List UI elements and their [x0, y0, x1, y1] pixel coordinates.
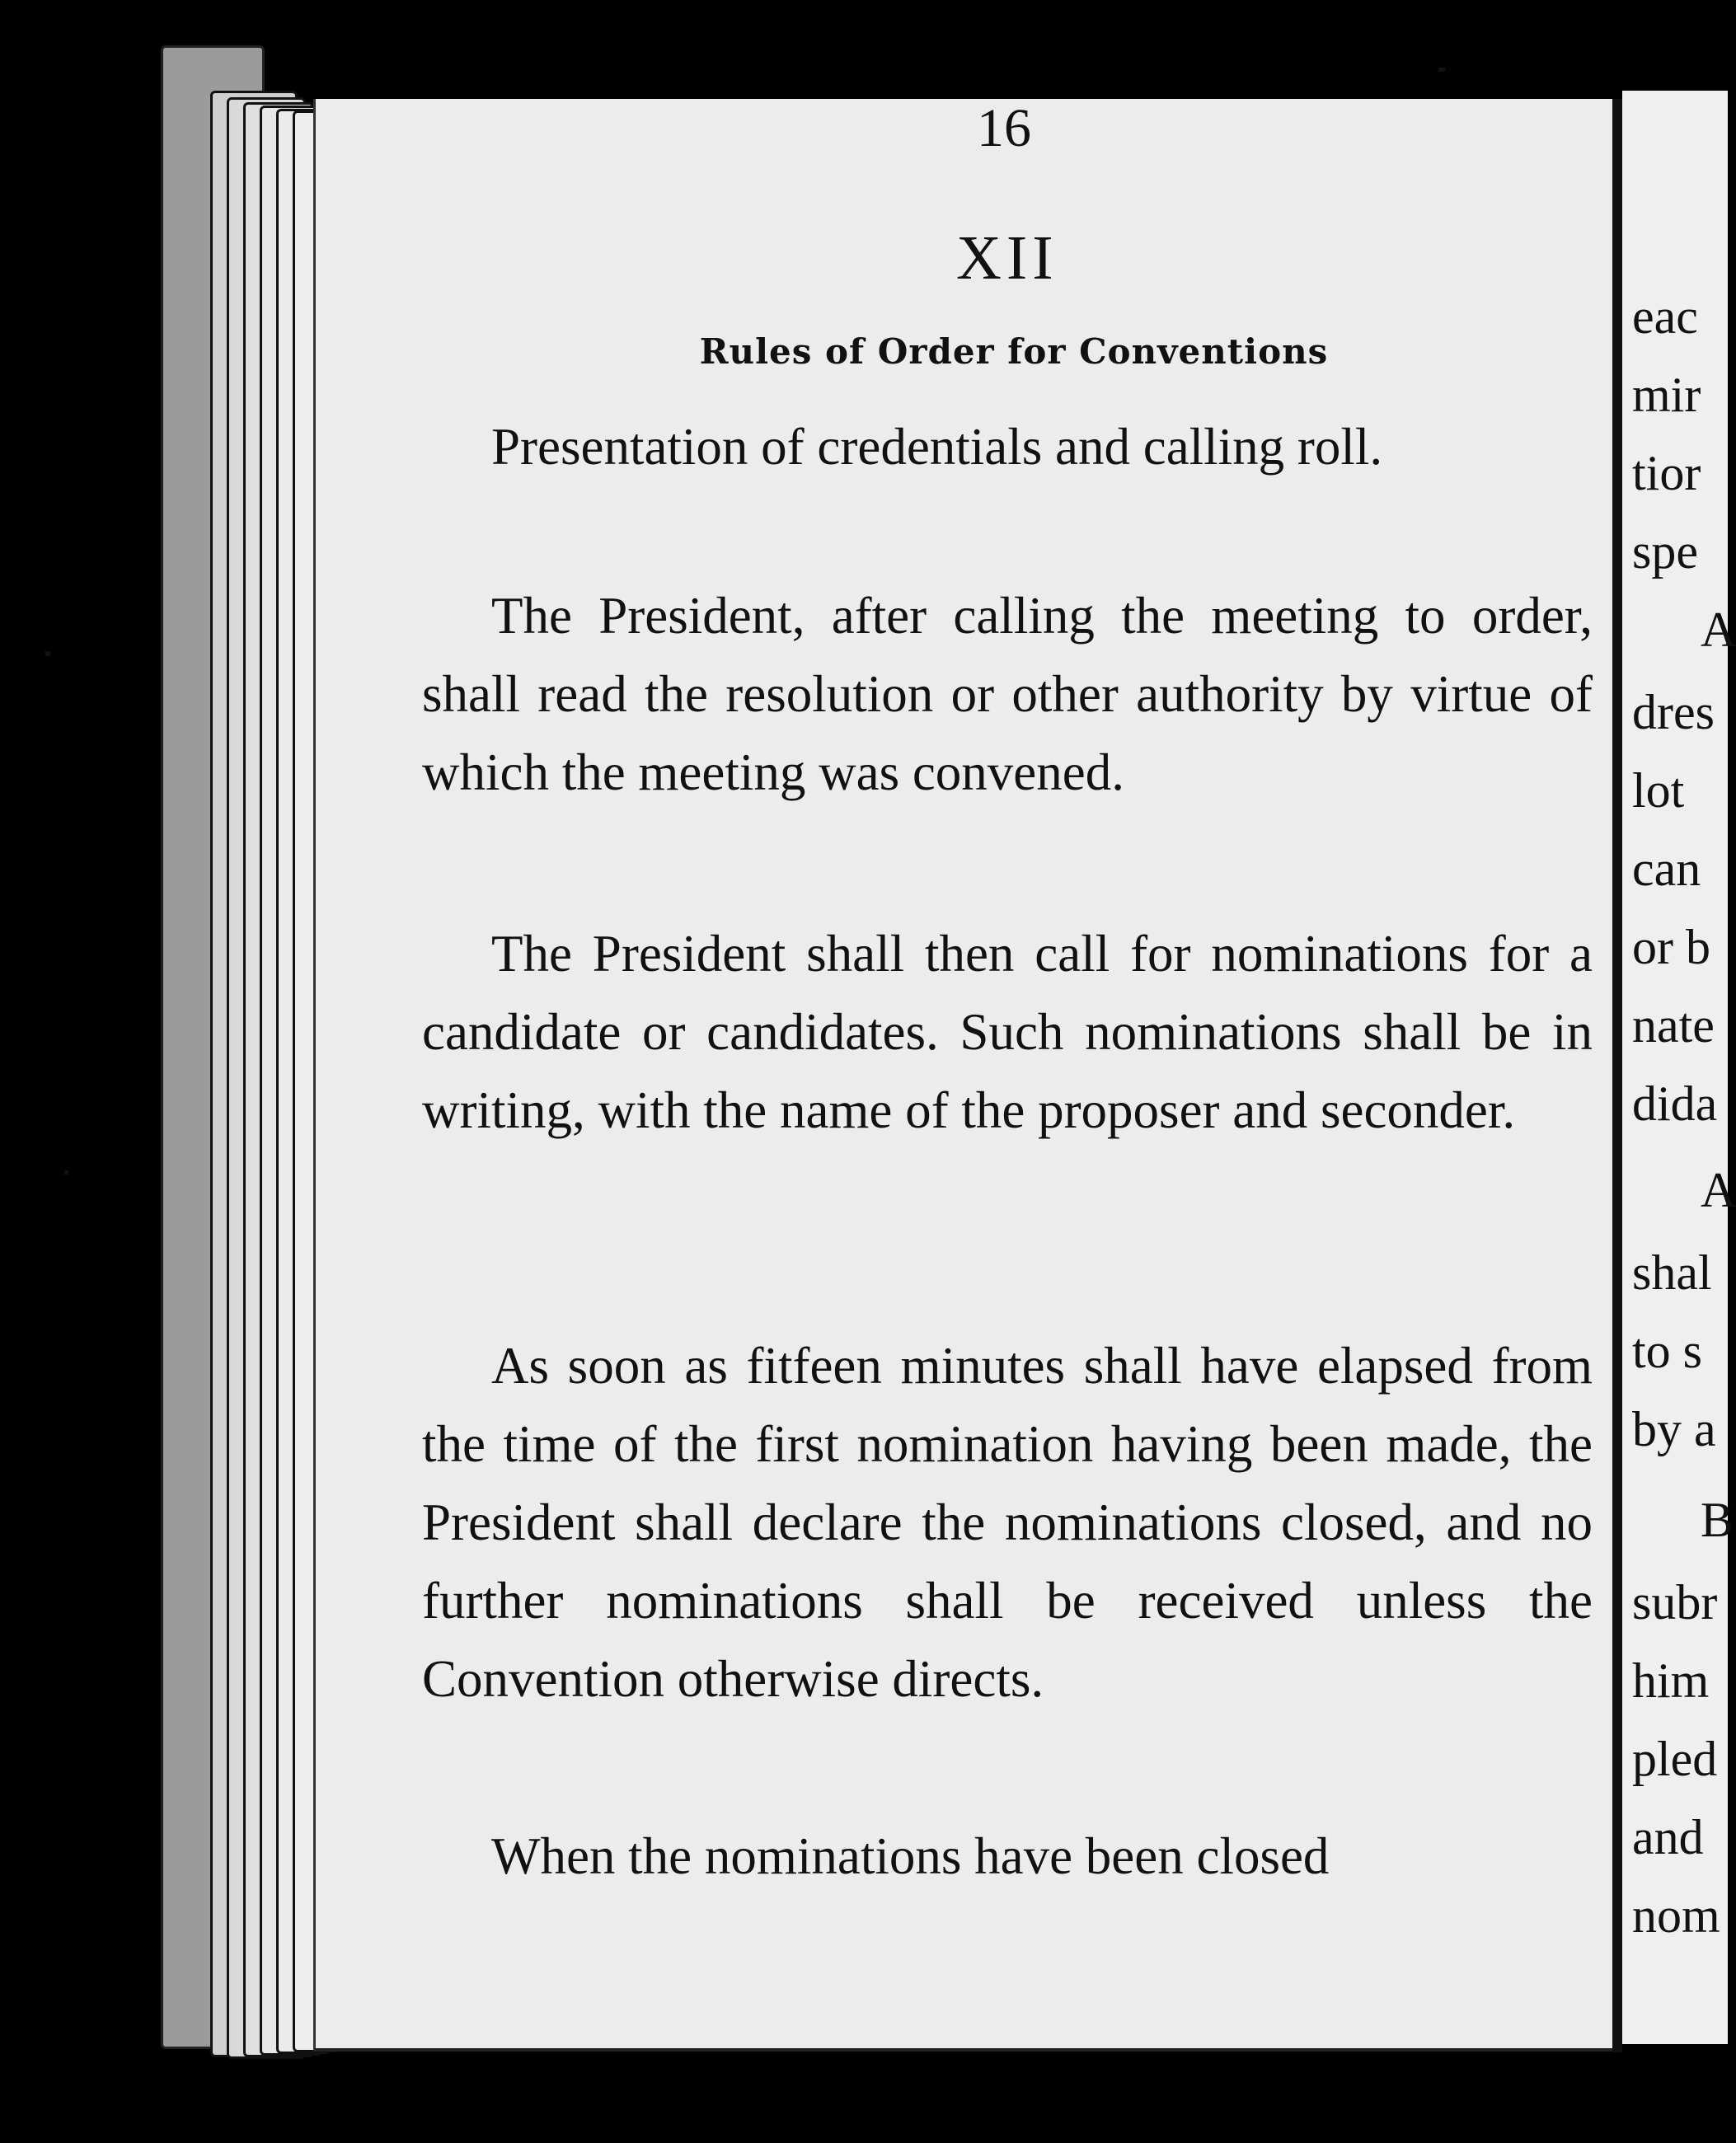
facing-page-line: him: [1632, 1653, 1710, 1708]
scan-speck: [1438, 68, 1445, 72]
facing-page-line: and: [1632, 1810, 1704, 1864]
facing-page-line: nom: [1632, 1888, 1720, 1943]
facing-page-fragment: [1622, 91, 1736, 2044]
facing-page-line: B: [1701, 1493, 1734, 1547]
facing-page-line: eac: [1632, 289, 1698, 344]
facing-page-line: A: [1701, 1163, 1736, 1217]
facing-page-line: mir: [1632, 368, 1701, 422]
facing-page-line: tior: [1632, 446, 1701, 500]
facing-page-line: lot: [1632, 763, 1685, 818]
scan-speck: [45, 651, 50, 656]
facing-page-line: can: [1632, 842, 1701, 896]
scan-speck: [64, 1170, 68, 1175]
facing-page-line: nate: [1632, 998, 1715, 1053]
facing-page-line: shal: [1632, 1245, 1712, 1300]
chapter-heading: XII: [956, 223, 1058, 293]
book-gutter: [1612, 99, 1622, 2052]
facing-page-line: or b: [1632, 920, 1710, 974]
facing-page-line: dida: [1632, 1076, 1718, 1131]
facing-page-line: spe: [1632, 524, 1698, 579]
facing-page-line: pled: [1632, 1732, 1718, 1786]
facing-page-line: by a: [1632, 1402, 1716, 1456]
paragraph: As soon as fitfeen minutes shall have elapsed from the time of the first nomination having been made, the President shall declare the nominations closed, and no further nominations shall be received unless the Convention otherwise directs.: [422, 1337, 1593, 1708]
facing-page-line: to s: [1632, 1324, 1703, 1378]
paragraph: Presentation of credentials and calling roll.: [491, 418, 1383, 476]
page-number: 16: [977, 98, 1031, 158]
facing-page-line: subr: [1632, 1575, 1718, 1630]
paragraph: The President, after calling the meeting to order, shall read the resolution or other authority by virtue of which the meeting was convened.: [422, 587, 1593, 801]
paragraph: The President shall then call for nominations for a candidate or candidates. Such nominations shall be in writing, with the name of the proposer and seconder.: [422, 925, 1593, 1139]
facing-page-line: dres: [1632, 685, 1715, 739]
facing-page-line: A: [1701, 603, 1736, 657]
paragraph: When the nominations have been closed: [491, 1827, 1330, 1885]
section-subheading: Rules of Order for Conventions: [699, 331, 1329, 372]
